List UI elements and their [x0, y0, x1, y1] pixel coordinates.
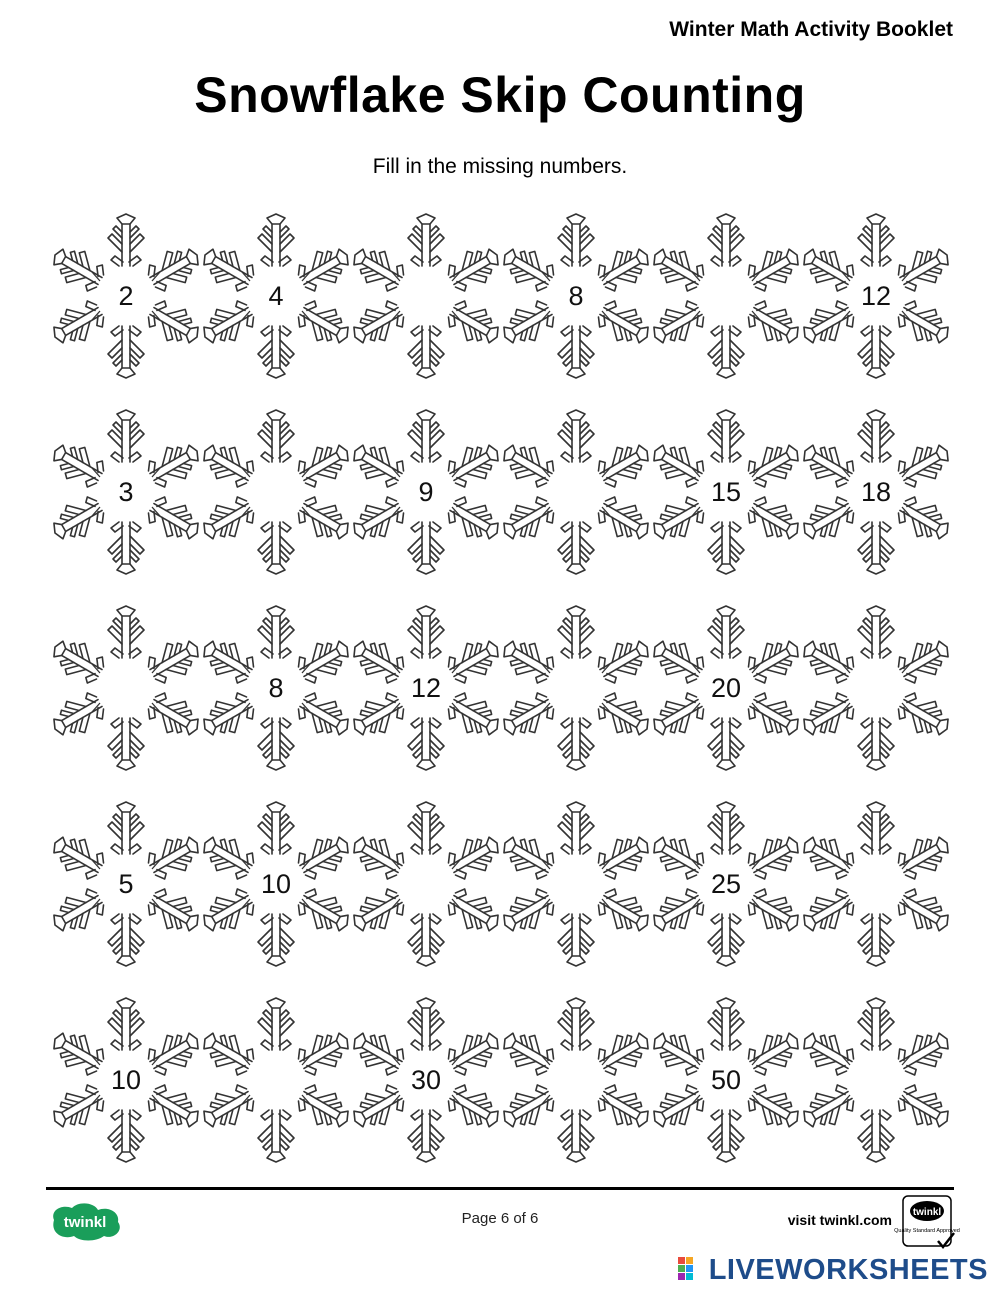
- snowflake: [46, 216, 206, 376]
- answer-input[interactable]: [846, 670, 906, 706]
- given-number: 12: [860, 281, 892, 311]
- snowflake: [196, 804, 356, 964]
- given-number: 3: [118, 477, 134, 507]
- snowflake: [496, 412, 656, 572]
- badge-brand: twinkl: [912, 1207, 942, 1218]
- snowflake: [646, 608, 806, 768]
- snowflake: [196, 412, 356, 572]
- answer-input[interactable]: [546, 866, 606, 902]
- answer-input[interactable]: [246, 1062, 306, 1098]
- answer-input[interactable]: [546, 1062, 606, 1098]
- page-number: Page 6 of 6: [461, 1210, 539, 1227]
- snowflake: [496, 216, 656, 376]
- given-number: 12: [410, 673, 442, 703]
- snowflake: [346, 804, 506, 964]
- snowflake: [46, 804, 206, 964]
- snowflake: [46, 1000, 206, 1160]
- number-row: [46, 216, 954, 376]
- given-number: 10: [110, 1065, 142, 1095]
- snowflake: [646, 412, 806, 572]
- number-row: [46, 1000, 954, 1160]
- snowflake: [346, 412, 506, 572]
- snowflake: [646, 216, 806, 376]
- snowflake: [646, 1000, 806, 1160]
- number-row: [46, 412, 954, 572]
- answer-input[interactable]: [246, 474, 306, 510]
- given-number: 8: [568, 281, 584, 311]
- given-number: 9: [418, 477, 434, 507]
- given-number: 50: [710, 1065, 742, 1095]
- snowflake: [346, 608, 506, 768]
- snowflake: [46, 608, 206, 768]
- snowflake: [796, 1000, 956, 1160]
- given-number: 2: [118, 281, 134, 311]
- liveworksheets-icon: [677, 1256, 703, 1284]
- snowflake: [46, 412, 206, 572]
- snowflake: [796, 412, 956, 572]
- number-row: [46, 608, 954, 768]
- given-number: 8: [268, 673, 284, 703]
- snowflake: [346, 216, 506, 376]
- visit-link[interactable]: visit twinkl.com: [787, 1212, 892, 1228]
- snowflake: [796, 804, 956, 964]
- given-number: 30: [410, 1065, 442, 1095]
- given-number: 5: [118, 869, 134, 899]
- instructions: Fill in the missing numbers.: [372, 155, 628, 178]
- snowflake: [796, 608, 956, 768]
- snowflake: [646, 804, 806, 964]
- snowflake: [796, 216, 956, 376]
- liveworksheets-watermark: [677, 1252, 988, 1288]
- given-number: 4: [268, 281, 284, 311]
- badge-text: Quality Standard Approved: [894, 1228, 960, 1234]
- given-number: 18: [860, 477, 892, 507]
- footer-divider: [46, 1187, 954, 1190]
- booklet-title: Winter Math Activity Booklet: [669, 18, 953, 41]
- answer-input[interactable]: [546, 474, 606, 510]
- snowflake: [496, 608, 656, 768]
- page-title: Snowflake Skip Counting: [194, 67, 806, 123]
- given-number: 25: [710, 869, 742, 899]
- snowflake: [196, 1000, 356, 1160]
- snowflake: [346, 1000, 506, 1160]
- liveworksheets-text: LIVEWORKSHEETS: [708, 1253, 988, 1286]
- number-row: [46, 804, 954, 964]
- answer-input[interactable]: [846, 1062, 906, 1098]
- answer-input[interactable]: [696, 278, 756, 314]
- answer-input[interactable]: [396, 278, 456, 314]
- snowflake: [496, 1000, 656, 1160]
- snowflake: [496, 804, 656, 964]
- quality-badge-icon: [894, 1195, 960, 1251]
- logo-text: twinkl: [63, 1214, 107, 1231]
- answer-input[interactable]: [96, 670, 156, 706]
- given-number: 20: [710, 673, 742, 703]
- given-number: 15: [710, 477, 742, 507]
- answer-input[interactable]: [846, 866, 906, 902]
- given-number: 10: [260, 869, 292, 899]
- answer-input[interactable]: [396, 866, 456, 902]
- answer-input[interactable]: [546, 670, 606, 706]
- snowflake: [196, 216, 356, 376]
- snowflake: [196, 608, 356, 768]
